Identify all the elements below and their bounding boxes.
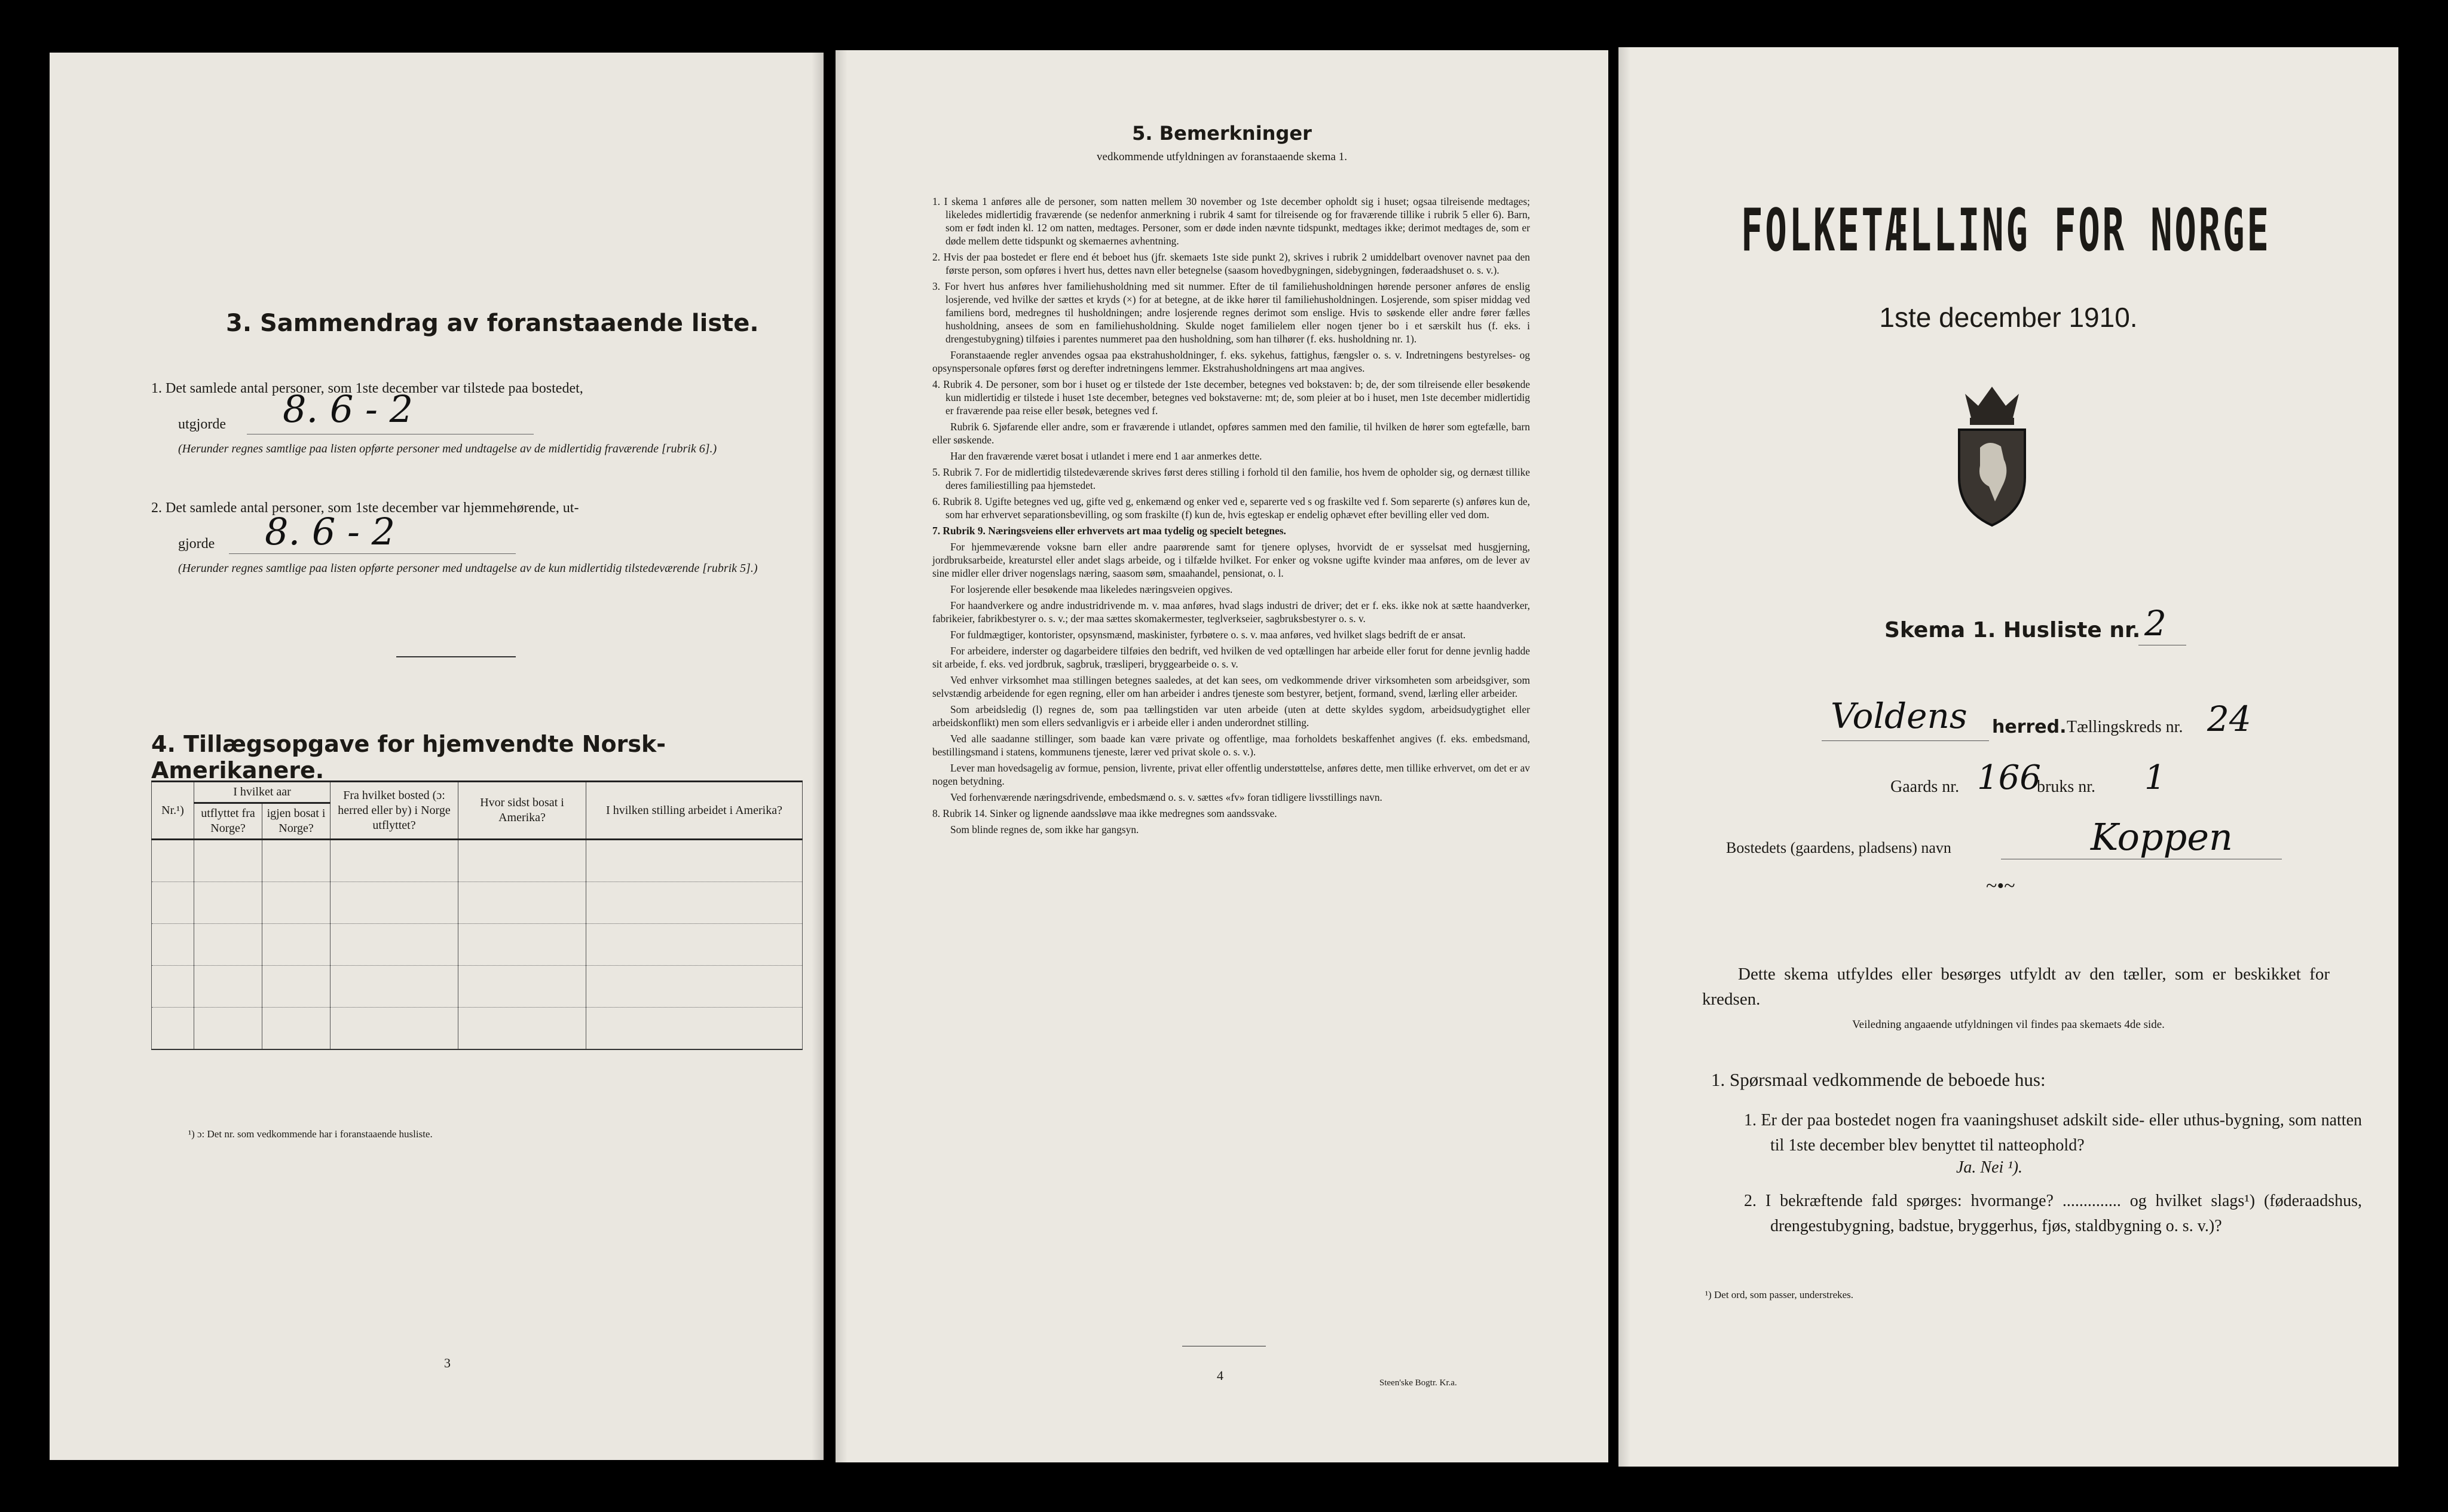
footnote: ¹) ɔ: Det nr. som vedkommende har i foranstaaende husliste.	[188, 1128, 433, 1140]
census-date: 1ste december 1910.	[1879, 302, 2138, 333]
kreds-value: 24	[2207, 699, 2251, 739]
bosted-value: Koppen	[2091, 815, 2233, 859]
table-row	[152, 840, 803, 882]
remark-1: 1. I skema 1 anføres alle de personer, som natten mellem 30 november og 1ste december opholdt sig i huset; ogsaa tilreisende medtages; likeledes midlertidig fraværende (se nedenfor anmerkning i rubrik 4 samt for tilreisende og for fraværende tillike i rubrik 5 eller 6). Barn, som er født inden kl. 12 om natten, medtages. Personer, som er døde inden nævnte tidspunkt, medtages ikke; derimot medtages de, som er døde mellem dette tidspunkt og skemaernes avhentning.	[932, 195, 1530, 247]
kreds-label: Tællingskreds nr.	[2067, 718, 2183, 736]
skema-label: Skema 1. Husliste nr.	[1884, 618, 2141, 642]
remark-7f: For arbeidere, inderster og dagarbeidere tilføies den bedrift, ved hvilken de ved optællingen har arbeide eller forut for denne jevnlig hadde sit arbeide, f. eks. ved jordbruk, sagbruk, træsliperi, bryggearbeide o. s. v.	[932, 645, 1530, 670]
remark-4: 4. Rubrik 4. De personer, som bor i huset og er tilstede der 1ste december, betegnes ved bokstaven: b; de, der som tilreisende eller besøkende kun midlertidig er tilstede i huset 1ste december, betegnes ved bokstaverne: mt; de, som pleier at bo i huset, men 1ste december midlertidig er fraværende paa reise eller besøk, betegnes ved f.	[932, 378, 1530, 417]
remark-4c: Har den fraværende været bosat i utlandet i mere end 1 aar anmerkes dette.	[950, 450, 1262, 462]
remark-7i: Ved alle saadanne stillinger, som baade kan være private og offentlige, maa forholdets beskaffenhet angives (f. eks. embedsmand, bestillingsmand i statens, kommunens tjeneste, lærer ved privat skole o. s. v.).	[932, 733, 1530, 758]
remark-4b: Rubrik 6. Sjøfarende eller andre, som er fraværende i utlandet, opføres sammen med den familie, til hvilken de hører som egtefælle, barn eller søskende.	[932, 421, 1530, 446]
divider	[396, 656, 516, 657]
page-number: 3	[444, 1355, 451, 1370]
remark-8b: Som blinde regnes de, som ikke har gangsyn.	[950, 824, 1139, 835]
remark-2: 2. Hvis der paa bostedet er flere end ét beboet hus (jfr. skemaets 1ste side punkt 2), skrives i rubrik 2 umiddelbart ovenover navnet paa den første person, som opføres i hvert hus, dettes navn eller betegnelse (saasom hovedbygningen, sidebygningen, føderaadshuset o. s. v.).	[932, 251, 1530, 276]
remark-7k: Ved forhenværende næringsdrivende, embedsmænd o. s. v. sættes «fv» foran tidligere livsstillings navn.	[950, 791, 1382, 803]
husliste-number: 2	[2144, 603, 2167, 644]
col-nr: Nr.¹)	[152, 782, 194, 840]
remark-7c: For losjerende eller besøkende maa likeledes næringsveien opgives.	[950, 583, 1233, 595]
page-1	[1618, 47, 2398, 1467]
col-aar: I hvilket aar	[194, 782, 331, 803]
remark-6: 6. Rubrik 8. Ugifte betegnes ved ug, gifte ved g, enkemænd og enker ved e, separerte ved s og fraskilte ved f. Som separerte (s) anføres kun de, som har erhvervet separationsbevilling, og som fraskilte (f) kun de, hvis egteskap er endelig ophævet efter bevilling eller ved dom.	[932, 495, 1530, 521]
question-1-1: 1. Er der paa bostedet nogen fra vaaningshuset adskilt side- eller uthus-bygning, som natten til 1ste december blev benyttet til natteophold?	[1744, 1111, 2362, 1155]
bosted-label: Bostedets (gaardens, pladsens) navn	[1726, 839, 1951, 856]
col-amerika: Hvor sidst bosat i Amerika?	[458, 782, 586, 840]
table-row	[152, 924, 803, 966]
footnote: ¹) Det ord, som passer, understrekes.	[1705, 1289, 1854, 1300]
col-bosted: Fra hvilket bosted (ɔ: herred eller by) i Norge utflyttet?	[331, 782, 458, 840]
q1-title: 1. Spørsmaal vedkommende de beboede hus:	[1711, 1069, 2046, 1090]
table-row	[152, 1008, 803, 1050]
main-title: FOLKETÆLLING FOR NORGE	[1741, 197, 2271, 265]
remark-7: 7. Rubrik 9. Næringsveiens eller erhvervets art maa tydelig og specielt betegnes.	[932, 525, 1286, 537]
remark-7e: For fuldmægtiger, kontorister, opsynsmænd, maskinister, fyrbøtere o. s. v. maa anføres, ved hvilket slags bedrift de er ansat.	[950, 629, 1466, 641]
remark-7g: Ved enhver virksomhet maa stillingen betegnes saaledes, at det kan sees, om vedkommende driver virksomheten som arbeidsgiver, som selvstændig arbeidende for egen regning, eller om han arbeider i andres tjeneste som bestyrer, betjent, formand, svend, lærling eller arbeider.	[932, 674, 1530, 699]
remark-8: 8. Rubrik 14. Sinker og lignende aandssløve maa ikke medregnes som aandssvake.	[932, 807, 1277, 819]
ornament-icon: ~•~	[1986, 875, 2015, 897]
section-4-title: 4. Tillægsopgave for hjemvendte Norsk-Amerikanere.	[151, 731, 666, 783]
remarks-body	[932, 195, 1530, 839]
gaards-value: 166	[1977, 758, 2041, 797]
remark-7j: Lever man hovedsagelig av formue, pension, livrente, privat eller offentlig understøttelse, anføres dette, men tillike erhvervet, om det er av nogen betydning.	[932, 762, 1530, 787]
col-igjen: igjen bosat i Norge?	[262, 803, 331, 840]
table-row	[152, 882, 803, 924]
question-1-2: 2. I bekræftende fald spørges: hvormange? .............. og hvilket slags¹) (føderaadshus, drengestubygning, badstue, bryggerhus, fjøs, staldbygning o. s. v.)?	[1744, 1192, 2362, 1235]
bruks-value: 1	[2144, 758, 2166, 797]
bruks-label: bruks nr.	[2037, 778, 2095, 796]
item-1-text: 1. Det samlede antal personer, som 1ste december var tilstede paa bostedet,	[151, 381, 583, 396]
remark-3b: Foranstaaende regler anvendes ogsaa paa ekstrahusholdninger, f. eks. sykehus, fattighus, fængsler o. s. v. Indretningens bestyrelses- og opsynspersonale opføres først og derefter indretningens lemmer. Ekstrahusholdningens art maa angives.	[932, 349, 1530, 374]
remark-7d: For haandverkere og andre industridrivende m. v. maa anføres, hvad slags industri de driver; det er f. eks. ikke nok at sætte haandverker, fabrikeier, fabrikbestyrer o. s. v.; der maa sættes skomakermester, teglverkseier, sagbruksbestyrer o. s. v.	[932, 599, 1530, 625]
page-number: 4	[1217, 1368, 1223, 1383]
item-1-utgjorde: utgjorde	[178, 417, 226, 432]
intro-text: Dette skema utfyldes eller besørges utfyldt av den tæller, som er beskikket for kredsen.	[1702, 965, 2330, 1009]
gaards-label: Gaards nr.	[1890, 778, 1960, 796]
remark-7h: Som arbeidsledig (l) regnes de, som paa tællingstiden var uten arbeide (uten at dette skyldes sygdom, arbeidsudygtighet eller arbeidskonflikt) men som ellers sedvanligvis er i arbeide eller i anden underordnet stilling.	[932, 703, 1530, 729]
remark-3: 3. For hvert hus anføres hver familiehusholdning med sit nummer. Efter de til familiehusholdningen hørende personer anføres de enslig losjerende, ved hvilke der sættes et kryds (×) for at betegne, at de ikke hører til familiehusholdningen. Losjerende, som spiser middag ved familiens bord, medregnes til husholdningen; andre losjerende regnes derimot som enslige. Hvis to søskende eller andre fører fælles husholdning, ansees de som en familiehusholdning. Skulde noget familielem eller nogen tjener bo i et særskilt hus (f. eks. i drengestubygning) tilføies i parentes nummeret paa den husholdning, som han tilhører (f. eks. husholdning nr. 1).	[932, 280, 1530, 345]
remarks-title: 5. Bemerkninger	[1132, 122, 1312, 145]
herred-value: Voldens	[1831, 696, 1967, 736]
item-2-utgjorde: gjorde	[178, 536, 215, 552]
remarks-subtitle: vedkommende utfyldningen av foranstaaende skema 1.	[1097, 151, 1347, 163]
herred-label: herred.	[1992, 717, 2067, 737]
answer-ja-nei: Ja. Nei ¹).	[1956, 1158, 2023, 1177]
item-2-text: 2. Det samlede antal personer, som 1ste december var hjemmehørende, ut-	[151, 500, 579, 516]
section-3-title: 3. Sammendrag av foranstaaende liste.	[226, 310, 759, 337]
veiledning-text: Veiledning angaaende utfyldningen vil findes paa skemaets 4de side.	[1852, 1018, 2165, 1031]
item-1-value: 8. 6 - 2	[283, 387, 414, 431]
item-1-note: (Herunder regnes samtlige paa listen opførte personer med undtagelse av de midlertidig fraværende [rubrik 6].)	[178, 442, 717, 455]
item-2-note: (Herunder regnes samtlige paa listen opførte personer med undtagelse av de kun midlertidig tilstedeværende [rubrik 5].)	[178, 562, 758, 575]
col-utflyttet: utflyttet fra Norge?	[194, 803, 262, 840]
page-4	[836, 50, 1608, 1462]
col-stilling: I hvilken stilling arbeidet i Amerika?	[586, 782, 803, 840]
item-2-value: 8. 6 - 2	[265, 510, 396, 553]
remark-5: 5. Rubrik 7. For de midlertidig tilstedeværende skrives først deres stilling i forhold til den familie, hos hvem de opholder sig, og dernæst tillike deres familiestilling paa hjemstedet.	[932, 466, 1530, 491]
remark-7b: For hjemmeværende voksne barn eller andre paarørende samt for tjenere oplyses, hvorvidt de er sysselsat med husgjerning, jordbruksarbeide, kreaturstel eller andet slags arbeide, og i tilfælde hvilket. For enker og voksne ugifte kvinder maa anføres, om de lever av sine midler eller driver nogenslags næring, saasom søm, smaahandel, pensionat, o. l.	[932, 541, 1530, 579]
page-3	[50, 53, 824, 1460]
norsk-amerikanere-table	[151, 781, 803, 1050]
printer-mark: Steen'ske Bogtr. Kr.a.	[1379, 1378, 1457, 1388]
coat-of-arms-icon	[1947, 382, 2037, 534]
table-row	[152, 966, 803, 1008]
